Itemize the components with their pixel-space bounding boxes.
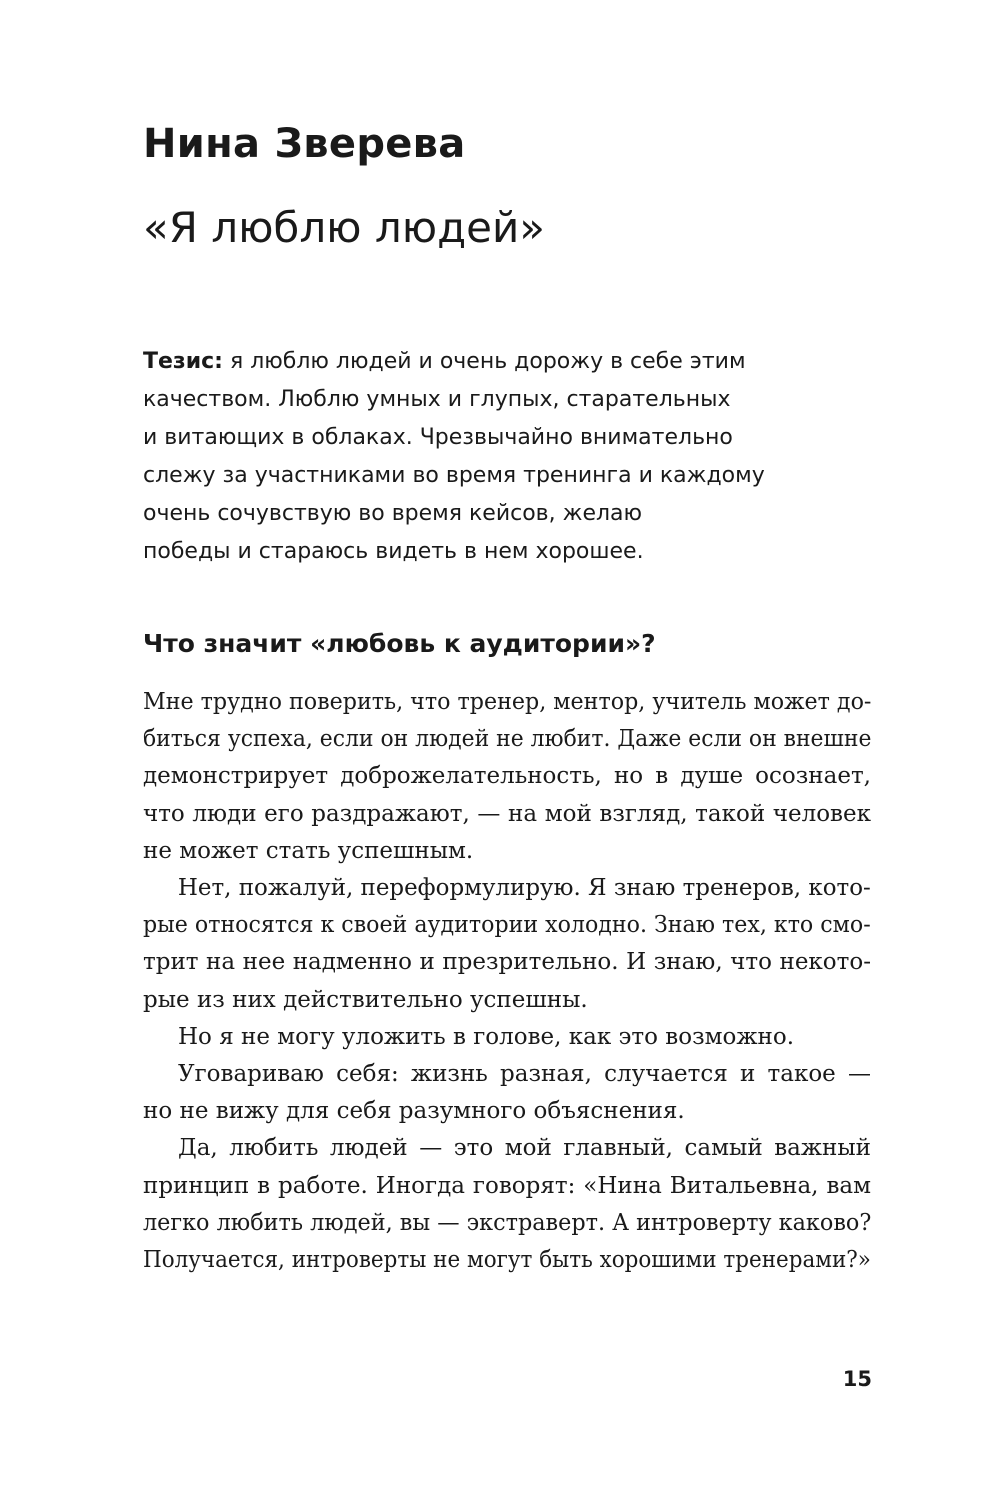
body-text [143,684,871,1279]
thesis-line [143,343,863,381]
thesis-line: качеством. Люблю умных и глупых, старательных [143,387,731,412]
chapter-title: «Я люблю людей» [143,203,545,252]
body-line: Нет, пожалуй, переформулирую. Я знаю тренеров, кото- [177,875,871,902]
body-line: но не вижу для себя разумного объяснения. [143,1098,685,1125]
thesis-line-text: я люблю людей и очень дорожу в себе этим [222,349,746,374]
body-line: Уговариваю себя: жизнь разная, случается и такое — [178,1061,871,1088]
thesis-line: и витающих в облаках. Чрезвычайно внимательно [143,425,733,450]
author-name: Нина Зверева [143,121,466,167]
thesis-paragraph [143,343,863,571]
body-line: трит на нее надменно и презрительно. И знаю, что некото- [143,949,871,976]
section-heading: Что значит «любовь к аудитории»? [143,629,656,658]
thesis-line: очень сочувствую во время кейсов, желаю [143,501,643,526]
body-line: демонстрирует доброжелательность, но в душе осознает, [143,763,871,790]
body-line: Но я не могу уложить в голове, как это возможно. [178,1023,795,1050]
body-line: рые относятся к своей аудитории холодно. Знаю тех, кто смо- [143,912,871,939]
body-line: не может стать успешным. [143,837,474,864]
page-number: 15 [842,1367,872,1391]
thesis-label: Тезис: [143,349,223,374]
body-line: рые из них действительно успешны. [143,986,588,1013]
body-line: биться успеха, если он людей не любит. Даже если он внешне [143,726,872,753]
body-line: легко любить людей, вы — экстраверт. А интроверту каково? [143,1209,872,1236]
body-line: Мне трудно поверить, что тренер, ментор, учитель может до- [143,689,872,715]
body-line: Получается, интроверты не могут быть хорошими тренерами?» [143,1247,871,1274]
body-line: Да, любить людей — это мой главный, самый важный [178,1135,871,1162]
body-line: принцип в работе. Иногда говорят: «Нина Витальевна, вам [143,1172,871,1199]
body-line: что люди его раздражают, — на мой взгляд, такой человек [143,800,871,827]
thesis-line: победы и стараюсь видеть в нем хорошее. [143,539,644,564]
thesis-line: слежу за участниками во время тренинга и каждому [143,463,765,488]
